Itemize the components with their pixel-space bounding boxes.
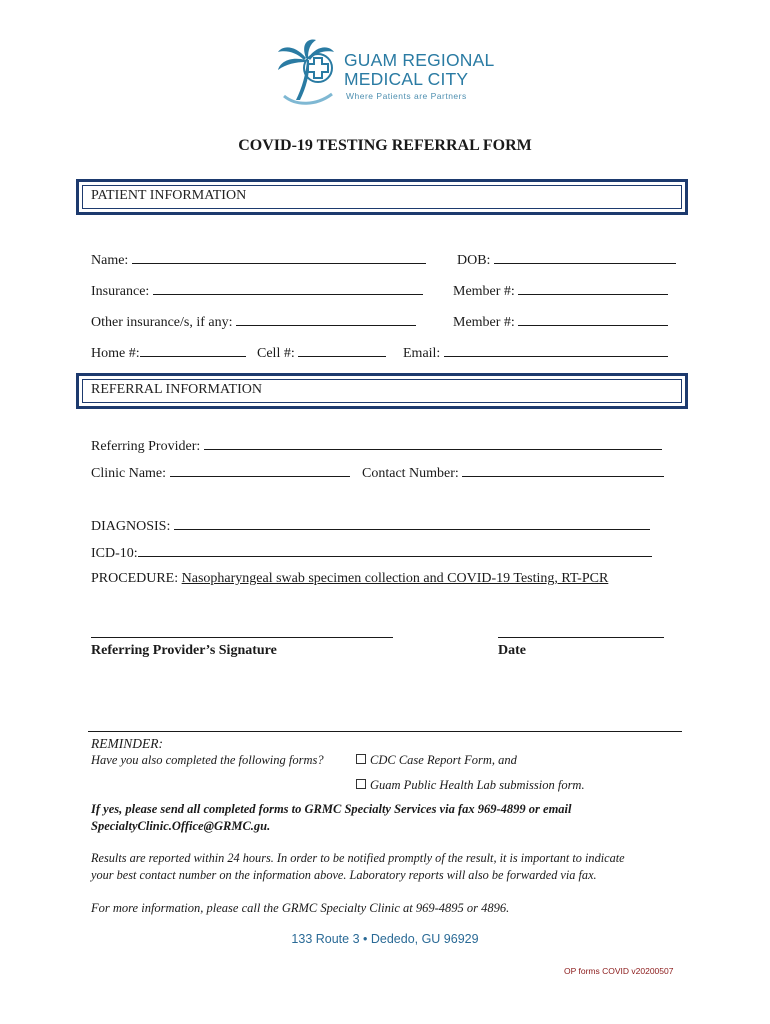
results-note-2: your best contact number on the information above. Laboratory reports will also be forwarded via fax.: [91, 868, 597, 882]
member-field-1[interactable]: [518, 282, 668, 295]
logo-line-2: MEDICAL CITY: [344, 69, 469, 89]
provider-signature-label: Referring Provider’s Signature: [91, 643, 277, 658]
diagnosis-field[interactable]: [174, 517, 650, 530]
insurance-row: [91, 282, 423, 300]
reminder-heading: REMINDER:: [91, 736, 163, 751]
patient-info-header-box: [76, 179, 688, 215]
cell-label: Cell #:: [257, 346, 295, 361]
form-title: COVID-19 TESTING REFERRAL FORM: [238, 137, 532, 154]
referral-info-header-box: [76, 373, 688, 409]
icd-label: ICD-10:: [91, 546, 138, 561]
footer-address: 133 Route 3 • Dededo, GU 96929: [291, 932, 479, 946]
member-row-2: [453, 313, 668, 331]
other-insurance-field[interactable]: [236, 313, 416, 326]
results-note-1: Results are reported within 24 hours. In order to be notified promptly of the result, it is important to indicate: [91, 851, 625, 865]
icd-row: [91, 544, 652, 562]
home-phone-field[interactable]: [140, 344, 246, 357]
option-1-label: CDC Case Report Form, and: [370, 753, 517, 767]
provider-signature-line[interactable]: [91, 637, 393, 638]
insurance-label: Insurance:: [91, 284, 150, 299]
grmc-logo: [276, 38, 506, 110]
option-2-label: Guam Public Health Lab submission form.: [370, 778, 585, 792]
name-field[interactable]: [132, 251, 426, 264]
date-label: Date: [498, 643, 526, 658]
section-divider: [88, 731, 682, 732]
logo-tagline: Where Patients are Partners: [346, 91, 467, 101]
dob-field[interactable]: [494, 251, 676, 264]
checkbox-gphl[interactable]: [356, 779, 366, 789]
dob-label: DOB:: [457, 253, 491, 268]
palm-cross-emblem-icon: [276, 38, 342, 108]
reminder-option-1: [356, 753, 517, 768]
name-row: [91, 251, 426, 269]
more-info: For more information, please call the GRMC Specialty Clinic at 969-4895 or 4896.: [91, 901, 510, 915]
form-version: OP forms COVID v20200507: [564, 966, 674, 976]
home-row: [91, 344, 246, 362]
send-instructions-2: SpecialtyClinic.Office@GRMC.gu.: [91, 819, 271, 833]
procedure-row: [91, 571, 608, 587]
email-field[interactable]: [444, 344, 668, 357]
diagnosis-label: DIAGNOSIS:: [91, 519, 171, 534]
cell-phone-field[interactable]: [298, 344, 386, 357]
checkbox-cdc[interactable]: [356, 754, 366, 764]
procedure-label: PROCEDURE:: [91, 571, 179, 586]
contact-field[interactable]: [462, 464, 664, 477]
procedure-value: Nasopharyngeal swab specimen collection and COVID-19 Testing, RT-PCR: [181, 571, 609, 586]
member-label-2: Member #:: [453, 315, 515, 330]
email-row: [403, 344, 668, 362]
send-instructions-1: If yes, please send all completed forms to GRMC Specialty Services via fax 969-4899 or email: [91, 802, 572, 816]
contact-row: [362, 464, 664, 482]
logo-line-1: GUAM REGIONAL: [344, 50, 495, 70]
member-field-2[interactable]: [518, 313, 668, 326]
provider-row: [91, 437, 662, 455]
date-line[interactable]: [498, 637, 664, 638]
provider-label: Referring Provider:: [91, 439, 201, 454]
name-label: Name:: [91, 253, 129, 268]
home-label: Home #:: [91, 346, 140, 361]
insurance-field[interactable]: [153, 282, 423, 295]
patient-info-header: PATIENT INFORMATION: [91, 188, 247, 203]
email-label: Email:: [403, 346, 441, 361]
member-row-1: [453, 282, 668, 300]
dob-row: [457, 251, 676, 269]
clinic-row: [91, 464, 350, 482]
provider-field[interactable]: [204, 437, 662, 450]
other-insurance-row: [91, 313, 416, 331]
reminder-question: Have you also completed the following forms?: [91, 753, 324, 767]
clinic-label: Clinic Name:: [91, 466, 167, 481]
referral-info-header: REFERRAL INFORMATION: [91, 382, 262, 397]
member-label-1: Member #:: [453, 284, 515, 299]
icd-field[interactable]: [138, 544, 652, 557]
contact-label: Contact Number:: [362, 466, 459, 481]
other-insurance-label: Other insurance/s, if any:: [91, 315, 233, 330]
cell-row: [257, 344, 386, 362]
clinic-field[interactable]: [170, 464, 350, 477]
reminder-option-2: [356, 778, 585, 793]
diagnosis-row: [91, 517, 650, 535]
